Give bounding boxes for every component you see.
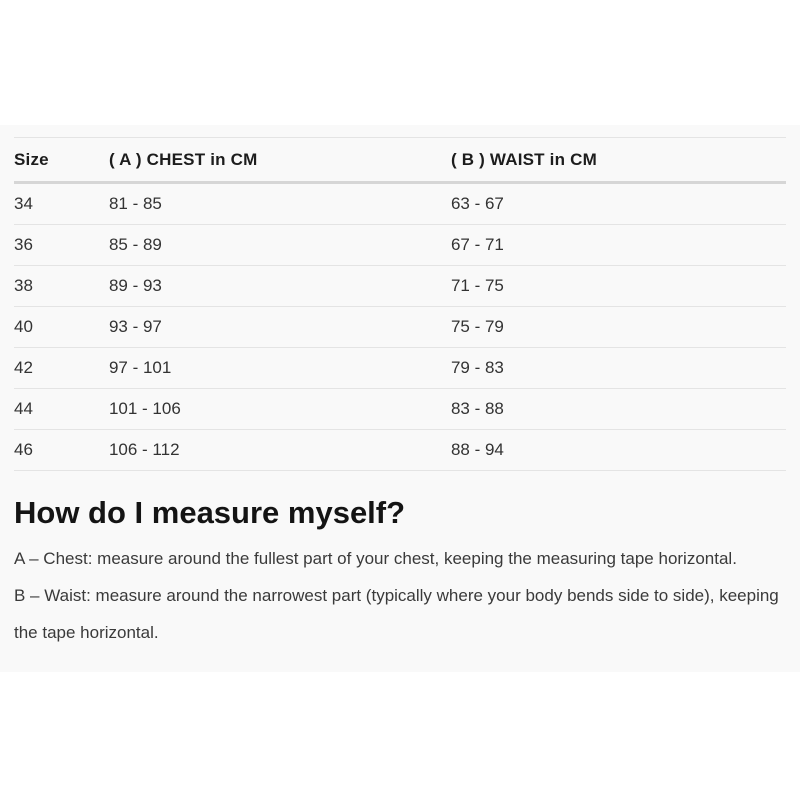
chest-cell: 101 - 106 bbox=[109, 389, 451, 430]
size-cell: 34 bbox=[14, 183, 109, 225]
size-cell: 40 bbox=[14, 307, 109, 348]
column-header-size: Size bbox=[14, 138, 109, 183]
size-guide-section bbox=[0, 125, 800, 672]
table-row bbox=[14, 307, 786, 348]
waist-cell: 79 - 83 bbox=[451, 348, 786, 389]
size-cell: 46 bbox=[14, 430, 109, 471]
chest-cell: 97 - 101 bbox=[109, 348, 451, 389]
size-chart-table bbox=[14, 137, 786, 471]
table-row bbox=[14, 389, 786, 430]
size-cell: 36 bbox=[14, 225, 109, 266]
chest-cell: 106 - 112 bbox=[109, 430, 451, 471]
column-header-chest: ( A ) CHEST in CM bbox=[109, 138, 451, 183]
table-row bbox=[14, 430, 786, 471]
size-chart-body bbox=[14, 183, 786, 471]
waist-cell: 63 - 67 bbox=[451, 183, 786, 225]
table-row bbox=[14, 266, 786, 307]
waist-cell: 83 - 88 bbox=[451, 389, 786, 430]
measure-instruction-chest: A – Chest: measure around the fullest part of your chest, keeping the measuring tape horizontal. bbox=[14, 549, 737, 568]
chest-cell: 89 - 93 bbox=[109, 266, 451, 307]
size-cell: 44 bbox=[14, 389, 109, 430]
size-chart-header bbox=[14, 138, 786, 183]
chest-cell: 85 - 89 bbox=[109, 225, 451, 266]
chest-cell: 81 - 85 bbox=[109, 183, 451, 225]
column-header-waist: ( B ) WAIST in CM bbox=[451, 138, 786, 183]
waist-cell: 67 - 71 bbox=[451, 225, 786, 266]
size-cell: 42 bbox=[14, 348, 109, 389]
waist-cell: 71 - 75 bbox=[451, 266, 786, 307]
table-row bbox=[14, 348, 786, 389]
table-row bbox=[14, 183, 786, 225]
measure-heading: How do I measure myself? bbox=[14, 495, 406, 530]
size-cell: 38 bbox=[14, 266, 109, 307]
table-row bbox=[14, 225, 786, 266]
waist-cell: 88 - 94 bbox=[451, 430, 786, 471]
chest-cell: 93 - 97 bbox=[109, 307, 451, 348]
header-row bbox=[14, 138, 786, 183]
waist-cell: 75 - 79 bbox=[451, 307, 786, 348]
measure-instruction-waist: B – Waist: measure around the narrowest part (typically where your body bends side to side), keeping the tape horizontal. bbox=[14, 586, 779, 642]
